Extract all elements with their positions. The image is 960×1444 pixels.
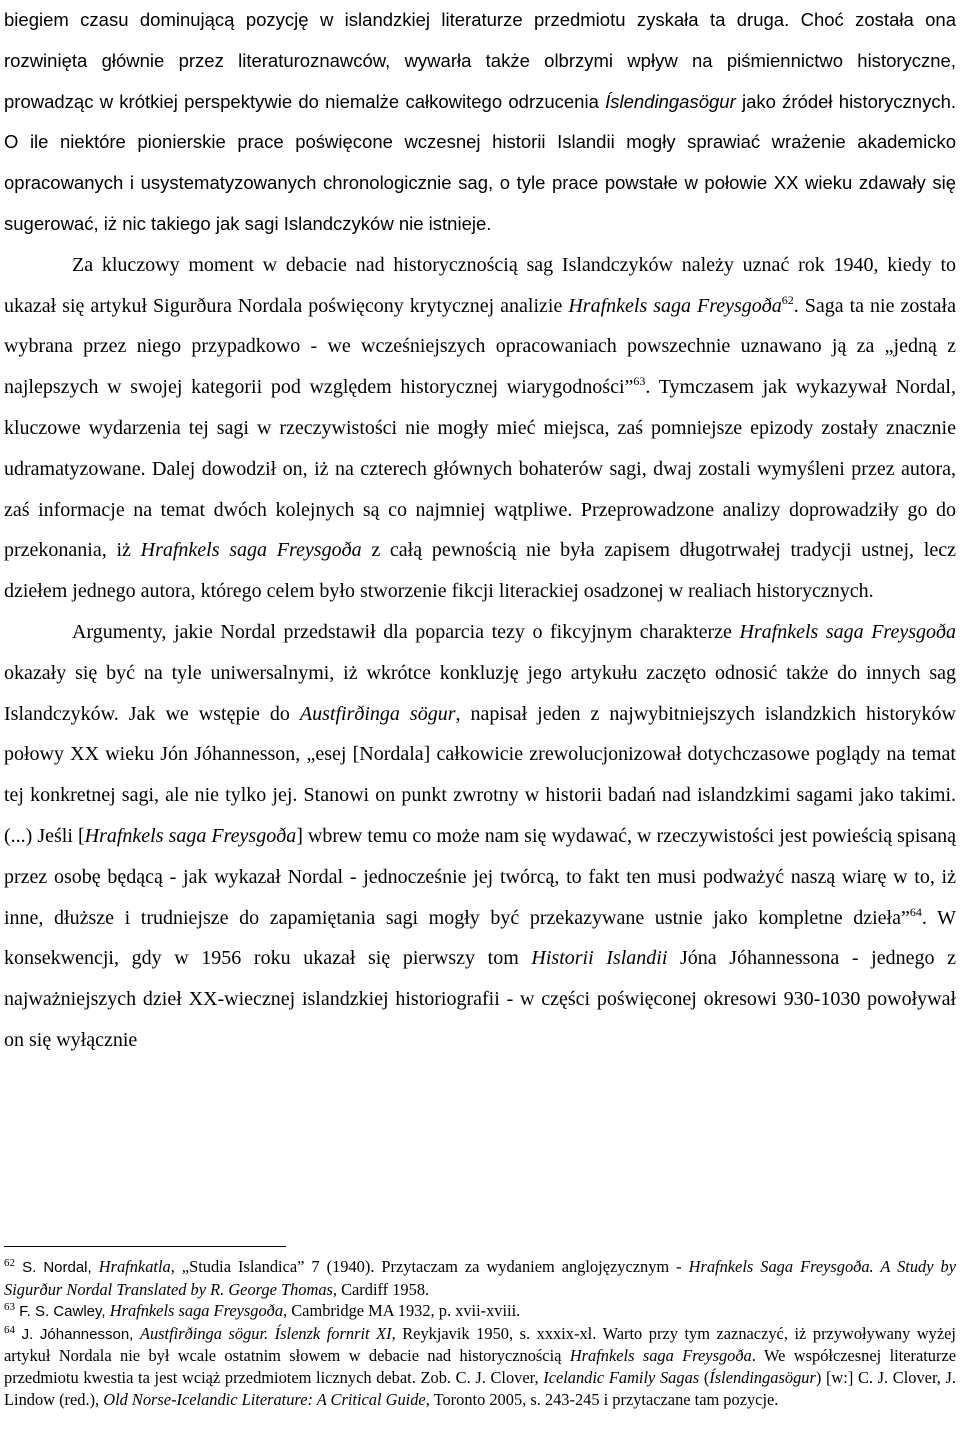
paragraph-text: . W konsekwencji, gdy w 1956 roku ukazał się pierwszy tom	[4, 906, 956, 970]
footnotes	[4, 1256, 956, 1410]
footnote-text: . We współczesnej literaturze przedmiotu kwestia ta jest wciąż przedmiotem licznych debat. Zob. C. J. Clover,	[4, 1346, 957, 1387]
footnote-text: F. S. Cawley,	[15, 1303, 110, 1321]
italic-title: Íslendingasögur	[709, 1367, 816, 1387]
paragraph-2	[4, 245, 956, 612]
paragraph-text: Argumenty, jakie Nordal przedstawił dla poparcia tezy o fikcyjnym charakterze	[72, 620, 740, 643]
italic-title: Hrafnkels Saga Freysgoða. A Study by Sigurður Nordal Translated by R. George Thomas	[4, 1257, 956, 1299]
footnote-text: , Toronto 2005, s. 243-245 i przytaczane tam pozycje.	[425, 1389, 779, 1409]
footnote-ref[interactable]: 64	[909, 904, 922, 919]
paragraph-text: ] wbrew temu co może nam się wydawać, w rzeczywistości jest powieścią spisaną przez osobę będącą - jak wykazał Nordal - jednocześnie jej twórcą, to fakt ten musi podważyć naszą wiarę w to, iż inne, dłuższe i trudniejsze do zapamiętania sagi mogły być przekazywane ustnie jako kompletne dzieła”	[4, 824, 956, 929]
italic-title: Hrafnkels saga Freysgoða	[739, 620, 956, 643]
footnote-text: J. Jóhannesson,	[15, 1325, 140, 1343]
italic-title: Historii Islandii	[531, 947, 668, 970]
paragraph-text: Jóna Jóhannessona - jednego z najważniejszych dzieł XX-wiecznej islandzkiej historiografii - w części poświęconej okresowi 930-1030 powoływał on się wyłącznie	[4, 947, 956, 1051]
italic-title: Hrafnkatla	[98, 1257, 171, 1276]
paragraph-text: biegiem czasu dominującą pozycję w islandzkiej literaturze przedmiotu zyskała ta druga. Choć została ona rozwinięta głównie przez literaturoznawców, wywarła także olbrzymi wpływ na piśmiennictwo historyczne, prowadząc w krótkiej perspektywie do niemalże całkowitego odrzucenia	[4, 9, 956, 112]
italic-title: Icelandic Family Sagas	[543, 1367, 700, 1387]
paragraph-3	[4, 612, 956, 1061]
footnote-number: 63	[4, 1301, 15, 1314]
italic-title: Austfirðinga sögur	[299, 702, 456, 725]
footnote-number: 62	[4, 1257, 15, 1269]
footnote-text: (	[699, 1367, 710, 1387]
italic-title: Hrafnkels saga Freysgoða	[84, 824, 297, 847]
paragraph-text: . Saga ta nie została wybrana przez niego przypadkowo - we wcześniejszych opracowaniach powszechnie uznawano ją za „jedną z najlepszych w swojej kategorii pod względem historycznej wiarygodności”	[4, 294, 956, 399]
main-text	[4, 0, 956, 1061]
italic-title: Hrafnkels saga Freysgoða	[109, 1301, 284, 1321]
footnote-number: 64	[4, 1323, 15, 1336]
paragraph-text: . Tymczasem jak wykazywał Nordal, kluczowe wydarzenia tej sagi w rzeczywistości nie mogły mieć miejsca, zaś pomniejsze epizody zostały znacznie udramatyzowane. Dalej dowodził on, iż na czterech głównych bohaterów sagi, dwaj zostali wymyśleni przez autora, zaś informacje na temat dwóch kolejnych są co najmniej wątpliwe. Przeprowadzone analizy doprowadziły go do przekonania, iż	[4, 376, 956, 562]
footnote-63	[4, 1300, 956, 1323]
paragraph-text: , napisał jeden z najwybitniejszych islandzkich historyków połowy XX wieku Jón Jóhannesson, „esej [Nordala] całkowicie zrewolucjonizował dotychczasowe poglądy na temat tej konkretnej sagi, ale nie tylko jej. Stanowi on punkt zwrotny w historii badań nad islandzkimi sagami jako takimi. (...) Jeśli [	[4, 702, 956, 847]
paragraph-text: Za kluczowy moment w debacie nad historycznością sag Islandczyków należy uznać rok 1940, kiedy to ukazał się artykuł Sigurðura Nordala poświęcony krytycznej analizie	[4, 253, 956, 317]
document-page	[4, 0, 956, 1444]
footnote-separator	[4, 1246, 286, 1247]
paragraph-text: jako źródeł historycznych. O ile niektóre pionierskie prace poświęcone wczesnej historii Islandii mogły sprawiać wrażenie akademicko opracowanych i usystematyzowanych chronologicznie sag, o tyle prace powstałe w połowie XX wieku zdawały się sugerować, iż nic takiego jak sagi Islandczyków nie istnieje.	[4, 90, 956, 234]
paragraph-text: z całą pewnością nie była zapisem długotrwałej tradycji ustnej, lecz dziełem jednego autora, którego celem było stworzenie fikcji literackiej osadzonej w realiach historycznych.	[4, 539, 956, 603]
italic-title: Old Norse-Icelandic Literature: A Critical Guide	[103, 1389, 426, 1409]
footnote-text: , „Studia Islandica” 7 (1940). Przytaczam za wydaniem anglojęzycznym -	[170, 1257, 689, 1276]
paragraph-1	[4, 0, 956, 245]
footnote-62	[4, 1256, 956, 1300]
paragraph-text: okazały się być na tyle uniwersalnymi, iż wkrótce konkluzję jego artykułu zaczęto odnosić także do innych sag Islandczyków. Jak we wstępie do	[4, 661, 956, 725]
footnote-ref[interactable]: 63	[633, 374, 646, 389]
italic-title: Hrafnkels saga Freysgoða	[568, 294, 782, 317]
italic-title: Austfirðinga sögur. Íslenzk fornrit XI	[139, 1323, 392, 1343]
footnote-64	[4, 1323, 956, 1410]
footnote-text: S. Nordal,	[15, 1259, 99, 1276]
footnote-ref[interactable]: 62	[781, 292, 794, 307]
italic-title: Hrafnkels saga Freysgoða	[569, 1346, 752, 1366]
footnote-text: ) [w:] C. J. Clover, J. Lindow (red.),	[4, 1367, 957, 1409]
footnote-text: , Cambridge MA 1932, p. xvii-xviii.	[283, 1301, 521, 1321]
italic-title: Hrafnkels saga Freysgoða	[140, 539, 362, 562]
footnote-text: , Cardiff 1958.	[332, 1279, 430, 1299]
footnote-text: , Reykjavik 1950, s. xxxix-xl. Warto przy tym zaznaczyć, iż przywoływany wyżej artykuł Nordala nie był wcale ostatnim słowem w debacie nad historycznością	[4, 1323, 956, 1366]
italic-title: Íslendingasögur	[605, 90, 736, 112]
